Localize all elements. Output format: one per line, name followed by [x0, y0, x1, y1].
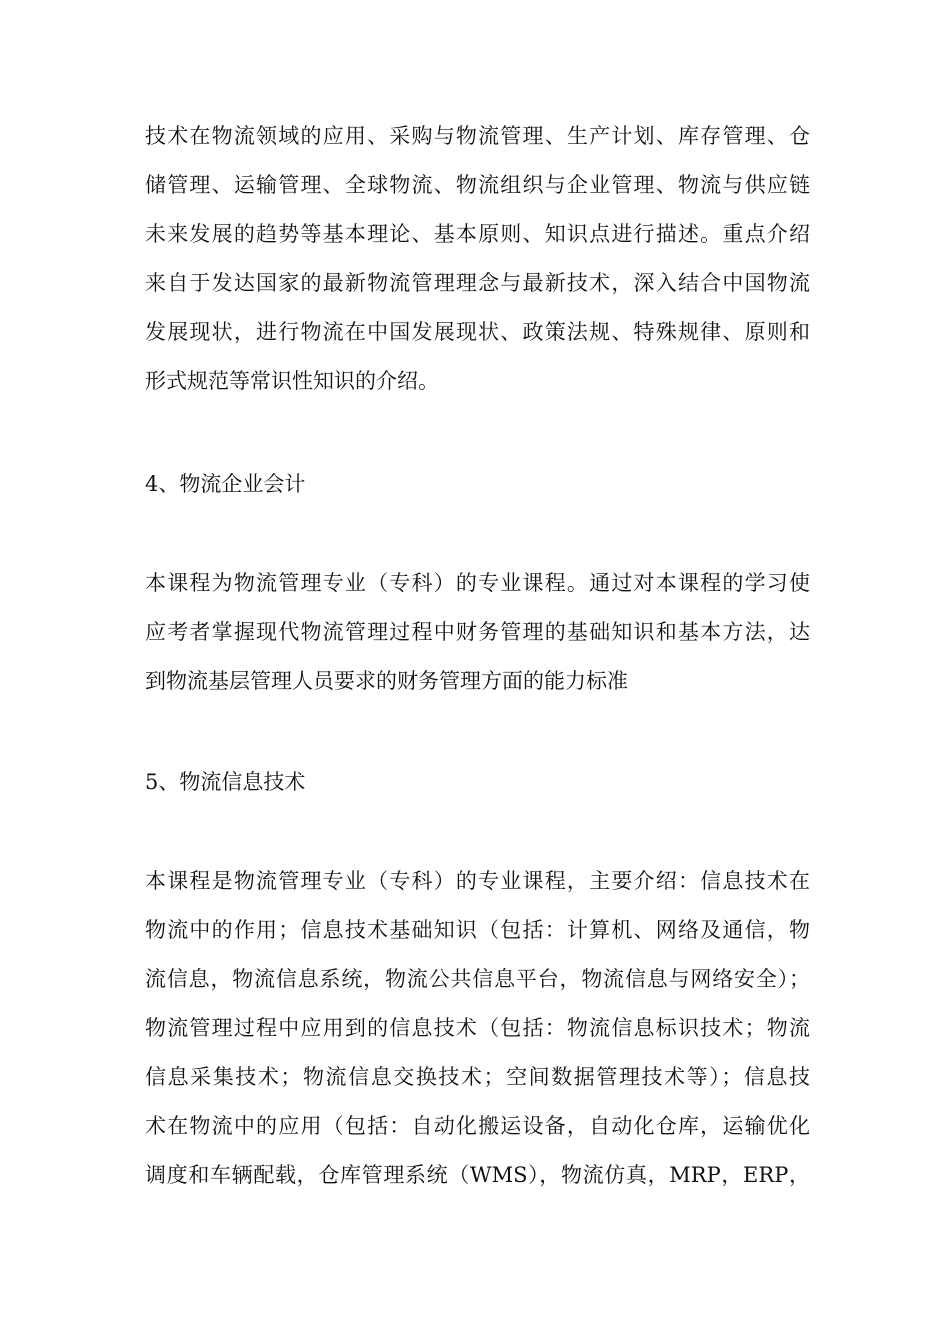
text-line: 到物流基层管理人员要求的财务管理方面的能力标准: [145, 669, 628, 693]
text-line: 术在物流中的应用（包括：自动化搬运设备，自动化仓库，运输优化: [145, 1114, 810, 1138]
text-line: 信息采集技术；物流信息交换技术；空间数据管理技术等）；信息技: [145, 1065, 810, 1089]
section-heading-logistics-accounting: 4、物流企业会计: [145, 472, 306, 496]
text-line: 来自于发达国家的最新物流管理理念与最新技术，深入结合中国物流: [145, 271, 810, 295]
text-line: 物流管理过程中应用到的信息技术（包括：物流信息标识技术；物流: [145, 1016, 810, 1040]
text-line: 发展现状，进行物流在中国发展现状、政策法规、特殊规律、原则和: [145, 320, 810, 344]
text-line: 应考者掌握现代物流管理过程中财务管理的基础知识和基本方法，达: [145, 620, 810, 644]
paragraph-logistics-intro: [145, 112, 810, 406]
text-line: 本课程是物流管理专业（专科）的专业课程，主要介绍：信息技术在: [145, 869, 810, 893]
text-line: 未来发展的趋势等基本理论、基本原则、知识点进行描述。重点介绍: [145, 222, 810, 246]
text-line: 技术在物流领域的应用、采购与物流管理、生产计划、库存管理、仓: [145, 124, 810, 148]
text-line: 本课程为物流管理专业（专科）的专业课程。通过对本课程的学习使: [145, 571, 810, 595]
section-heading-logistics-it: 5、物流信息技术: [145, 770, 306, 794]
paragraph-logistics-it: [145, 857, 810, 1200]
text-line: 流信息，物流信息系统，物流公共信息平台，物流信息与网络安全）；: [145, 967, 810, 991]
text-line: 调度和车辆配载，仓库管理系统（WMS），物流仿真，MRP，ERP，: [145, 1163, 810, 1187]
text-line: 物流中的作用；信息技术基础知识（包括：计算机、网络及通信，物: [145, 918, 810, 942]
text-line: 形式规范等常识性知识的介绍。: [145, 369, 439, 393]
text-line: 储管理、运输管理、全球物流、物流组织与企业管理、物流与供应链: [145, 173, 810, 197]
paragraph-logistics-accounting: [145, 559, 810, 706]
